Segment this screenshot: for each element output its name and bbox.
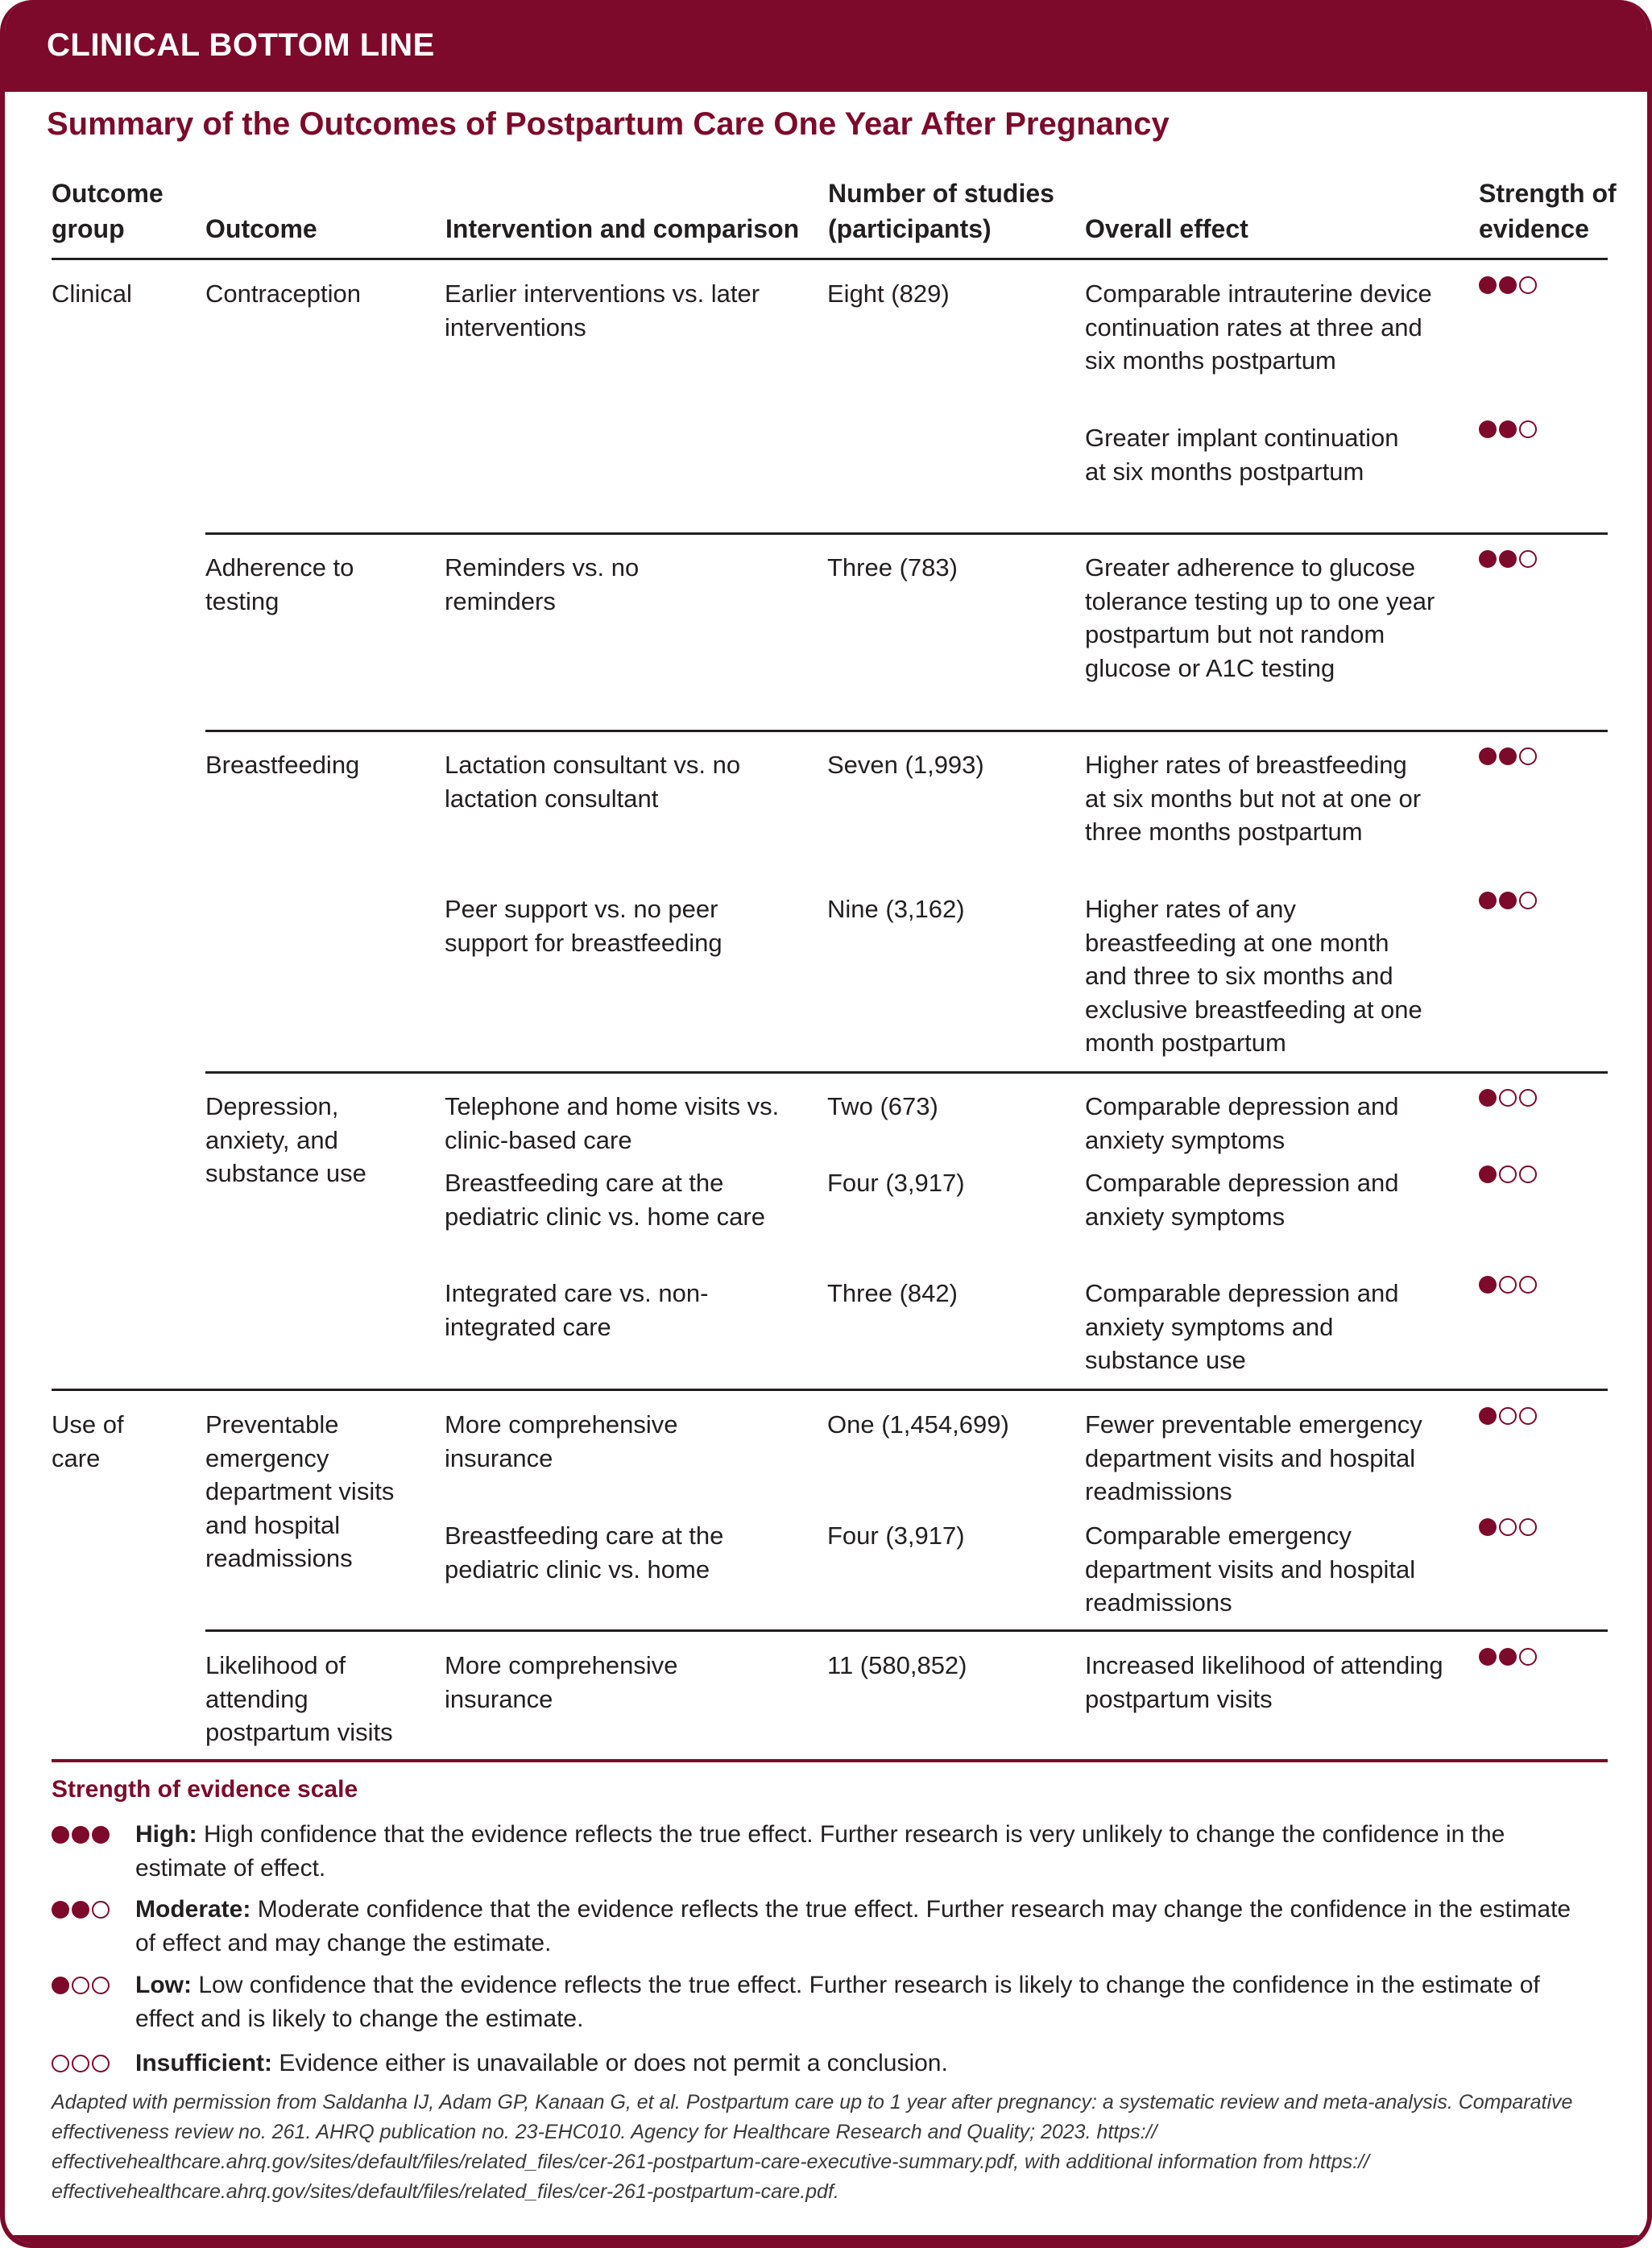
intervention-cell: Earlier interventions vs. later interventions [445,279,760,342]
strength-moderate-icon [1479,550,1537,568]
effect-cell: Fewer preventable emergency department visits and hospital readmissions [1085,1410,1422,1505]
intervention-cell: Integrated care vs. non-integrated care [445,1279,709,1341]
effect-cell: Greater implant continuation at six months postpartum [1085,424,1399,486]
strength-insufficient-icon [52,2055,110,2072]
legend-item-low: Low: Low confidence that the evidence reflects the true effect. Further research is likely to change the confidence in the estimate of effect and is likely to change the estimate. [52,1969,1582,2036]
effect-cell: Comparable emergency department visits and hospital readmissions [1085,1521,1416,1617]
strength-high-icon [52,1826,110,1844]
table-title: Summary of the Outcomes of Postpartum Care One Year After Pregnancy [47,106,1170,142]
col-header-studies: Number of studies (participants) [828,179,1054,243]
effect-cell: Higher rates of any breastfeeding at one month and three to six months and exclusive breastfeeding at one month postpartum [1085,895,1422,1057]
studies-cell: Seven (1,993) [827,751,984,779]
outcome-contraception: Contraception [205,279,362,308]
group-rule [52,1389,1608,1391]
table-bottom-rule [52,1759,1608,1762]
legend-item-insufficient: Insufficient: Evidence either is unavailable or does not permit a conclusion. [52,2047,1582,2080]
strength-moderate-icon [1479,420,1537,438]
effect-cell: Comparable depression and anxiety symptoms and substance use [1085,1279,1399,1374]
studies-cell: Three (842) [827,1279,958,1307]
bottom-border [5,2235,1647,2243]
intervention-cell: Lactation consultant vs. no lactation consultant [445,751,741,813]
intervention-cell: More comprehensive insurance [445,1410,678,1472]
strength-moderate-icon [1479,276,1537,294]
strength-low-icon [1479,1407,1537,1425]
group-clinical: Clinical [52,279,132,308]
header-bar [5,0,1647,92]
studies-cell: Four (3,917) [827,1521,965,1550]
strength-moderate-icon [52,1901,110,1919]
strength-low-icon [1479,1518,1537,1536]
studies-cell: Four (3,917) [827,1169,965,1197]
strength-moderate-icon [1479,747,1537,765]
studies-cell: Eight (829) [827,279,950,308]
box-label: CLINICAL BOTTOM LINE [47,27,435,63]
intervention-cell: Breastfeeding care at the pediatric clinic vs. home care [445,1169,765,1231]
col-header-strength: Strength of evidence [1479,179,1617,243]
legend-item-high: High: High confidence that the evidence reflects the true effect. Further research is very unlikely to change the confidence in the estimate of effect. [52,1818,1582,1886]
effect-cell: Comparable depression and anxiety symptoms [1085,1169,1399,1231]
col-header-outcome-group: Outcome group [52,179,164,243]
col-header-effect: Overall effect [1085,214,1248,243]
effect-cell: Comparable intrauterine device continuation rates at three and six months postpartum [1085,279,1432,375]
group-use-of-care: Use of care [52,1410,124,1472]
studies-cell: Two (673) [827,1092,938,1120]
row-rule [205,1071,1608,1074]
studies-cell: Nine (3,162) [827,895,965,923]
studies-cell: 11 (580,852) [827,1651,967,1679]
strength-low-icon [1479,1276,1537,1294]
row-rule [205,730,1608,732]
intervention-cell: Breastfeeding care at the pediatric clinic vs. home [445,1521,724,1584]
effect-cell: Higher rates of breastfeeding at six months but not at one or three months postpartum [1085,751,1422,846]
intervention-cell: Reminders vs. no reminders [445,553,640,615]
effect-cell: Comparable depression and anxiety symptoms [1085,1092,1399,1154]
col-header-outcome: Outcome [205,214,317,243]
strength-low-icon [52,1977,110,1994]
outcome-depression: Depression, anxiety, and substance use [205,1092,366,1187]
effect-cell: Greater adherence to glucose tolerance testing up to one year postpartum but not random glucose or A1C testing [1085,553,1435,682]
strength-low-icon [1479,1165,1537,1183]
strength-moderate-icon [1479,1648,1537,1666]
row-rule [205,1629,1608,1632]
source-footnote: Adapted with permission from Saldanha IJ, Adam GP, Kanaan G, et al. Postpartum care up to 1 year after pregnancy: a systematic review and meta-analysis. Comparative effectiveness review no. 261. AHRQ publication no. 23-EHC010. Agency for Healthcare Research and Quality; 2023. https:// effectivehealthcare.ahrq.gov/sites/default/files/related_files/cer-261-postpartum-care-executive-summary.pdf, with additional information from https:// effectivehealthcare.ahrq.gov/sites/default/files/related_files/cer-261-postpartum-care.pdf. [52,2091,1573,2203]
legend-title: Strength of evidence scale [52,1776,358,1803]
effect-cell: Increased likelihood of attending postpartum visits [1085,1651,1443,1713]
intervention-cell: Telephone and home visits vs. clinic-based care [445,1092,780,1154]
outcome-breastfeeding: Breastfeeding [205,751,360,779]
strength-moderate-icon [1479,892,1537,909]
intervention-cell: Peer support vs. no peer support for breastfeeding [445,895,722,957]
header-rule [52,258,1608,260]
row-rule [205,532,1608,535]
studies-cell: One (1,454,699) [827,1410,1009,1439]
intervention-cell: More comprehensive insurance [445,1651,678,1713]
strength-low-icon [1479,1089,1537,1107]
col-header-intervention: Intervention and comparison [445,214,800,243]
outcome-postpartum-visits: Likelihood of attending postpartum visits [205,1651,393,1746]
legend-item-moderate: Moderate: Moderate confidence that the evidence reflects the true effect. Further research may change the confidence in the estimate of effect and may change the estimate. [52,1893,1582,1960]
outcome-preventable-ed: Preventable emergency department visits and hospital readmissions [205,1410,395,1572]
studies-cell: Three (783) [827,553,958,582]
outcome-adherence: Adherence to testing [205,553,354,615]
